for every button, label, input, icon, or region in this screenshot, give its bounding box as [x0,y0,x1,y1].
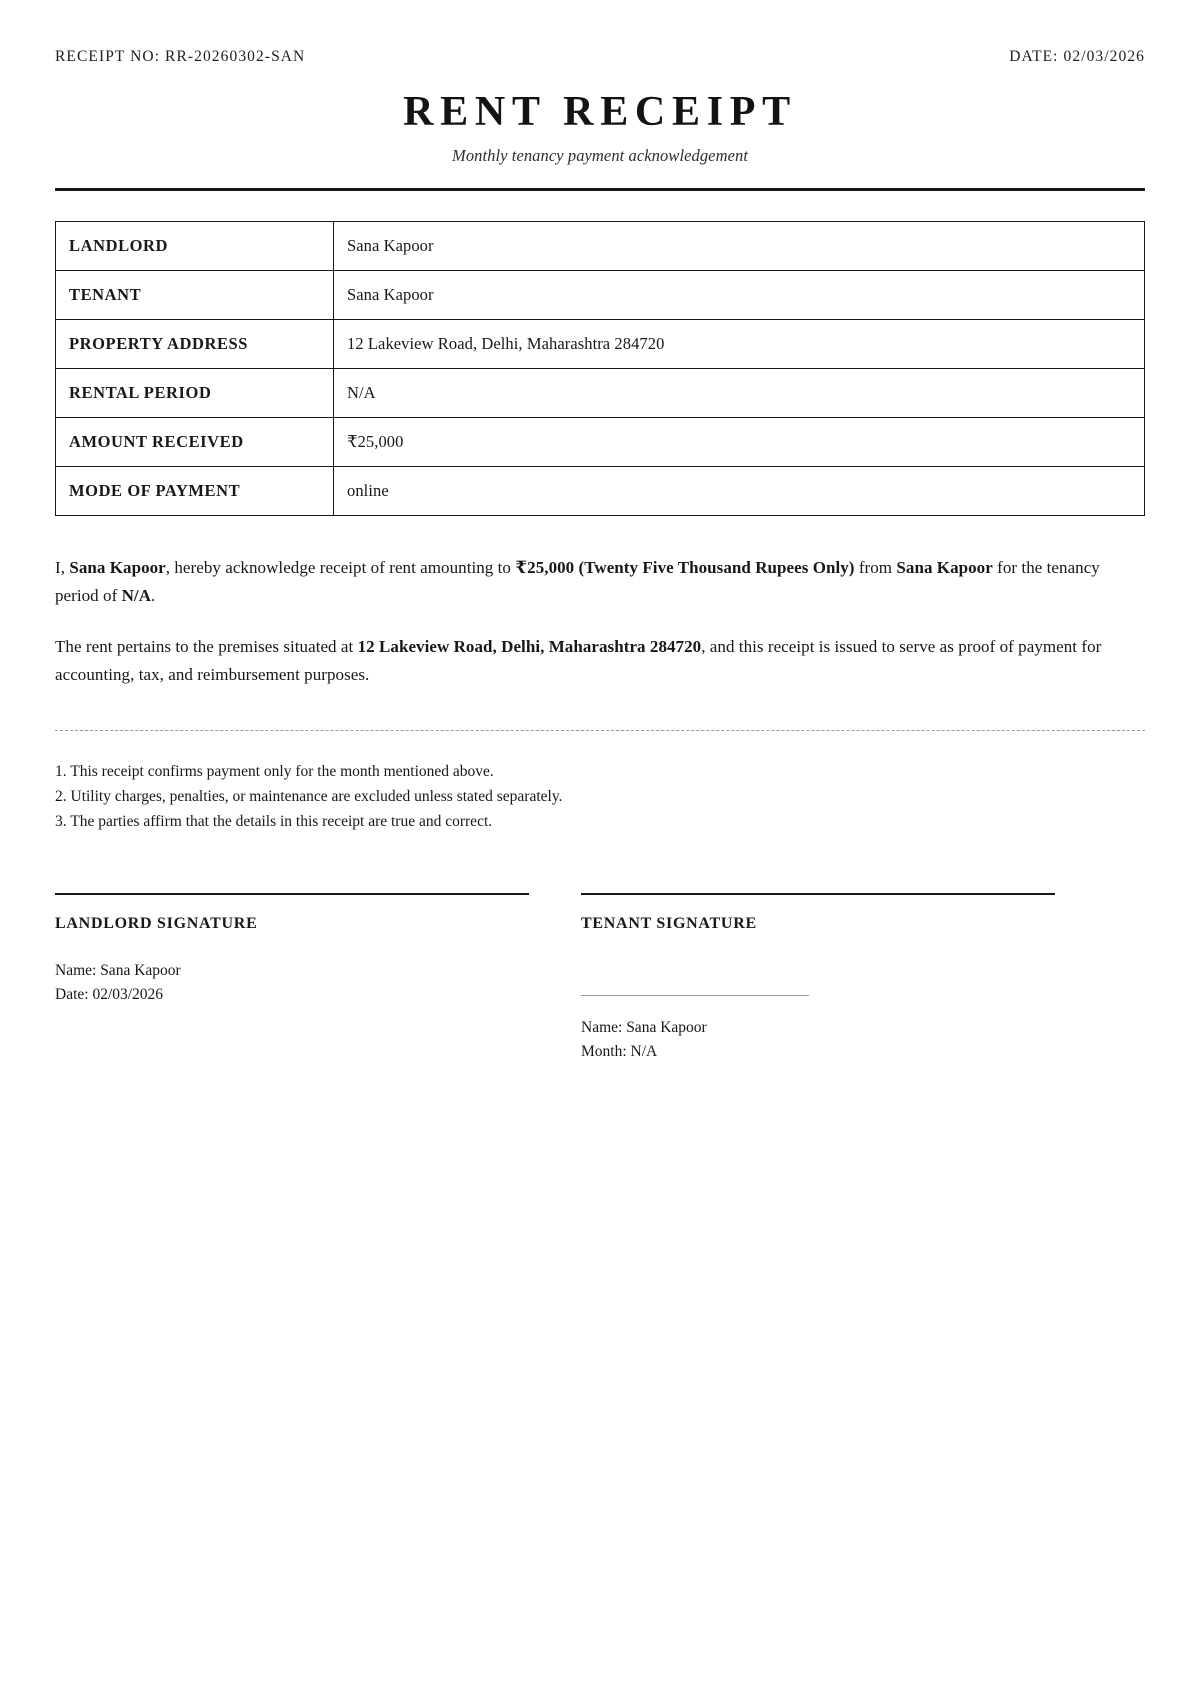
ack-text-2: , hereby acknowledge receipt of rent amounting to [165,558,516,578]
ack-text-1: I, [55,558,70,578]
list-item: 3. The parties affirm that the details in this receipt are true and correct. [55,813,493,831]
ack-text-5: . [151,585,156,605]
notes-list [55,759,1145,834]
tenant-signature-meta [581,1016,1055,1064]
table-row [56,418,1145,467]
page-subtitle: Monthly tenancy payment acknowledgement [452,146,748,166]
detail-label-mode-of-payment: MODE OF PAYMENT [56,467,334,516]
landlord-signature-heading: LANDLORD SIGNATURE [55,914,258,932]
landlord-signature-meta [55,959,529,1007]
title-block [55,90,1145,166]
receipt-date: DATE: 02/03/2026 [1009,48,1145,65]
page-title: RENT RECEIPT [403,89,797,135]
tenant-name: Name: Sana Kapoor [581,1018,707,1036]
table-row [56,369,1145,418]
tenant-signature-block [581,893,1055,1064]
detail-value-amount-received: ₹25,000 [334,418,1145,467]
table-row [56,467,1145,516]
premises-text-1: The rent pertains to the premises situated at [55,637,358,657]
notes-divider [55,730,1145,731]
ack-text-3: from [854,558,897,578]
list-item: 2. Utility charges, penalties, or maintenance are excluded unless stated separately. [55,788,563,806]
detail-label-landlord: LANDLORD [56,222,334,271]
tenant-signature-heading: TENANT SIGNATURE [581,914,757,932]
detail-label-property-address: PROPERTY ADDRESS [56,320,334,369]
header-divider [55,188,1145,191]
detail-label-tenant: TENANT [56,271,334,320]
tenant-month: Month: N/A [581,1042,658,1060]
details-table-body [56,222,1145,516]
detail-value-property-address: 12 Lakeview Road, Delhi, Maharashtra 284720 [334,320,1145,369]
premises-paragraph [55,633,1145,688]
detail-value-rental-period: N/A [334,369,1145,418]
landlord-signature-block [55,893,529,1064]
landlord-name: Name: Sana Kapoor [55,961,181,979]
premises-address: 12 Lakeview Road, Delhi, Maharashtra 284720 [357,637,702,657]
receipt-details-table [55,221,1145,516]
detail-value-landlord: Sana Kapoor [334,222,1145,271]
detail-label-rental-period: RENTAL PERIOD [56,369,334,418]
table-row [56,222,1145,271]
detail-value-tenant: Sana Kapoor [334,271,1145,320]
ack-landlord-name: Sana Kapoor [69,558,166,578]
tenant-signature-line[interactable] [581,893,1055,895]
signature-area [55,893,1145,1064]
tenant-signature-subline[interactable] [581,995,809,996]
ack-tenant-name: Sana Kapoor [896,558,993,578]
landlord-signature-line[interactable] [55,893,529,895]
ack-rental-period: N/A [121,585,152,605]
premises-text-2: , and this receipt is issued to serve as proof of payment for accounting, tax, and reimbursement purposes. [55,637,1102,684]
table-row [56,271,1145,320]
detail-value-mode-of-payment: online [334,467,1145,516]
list-item: 1. This receipt confirms payment only for the month mentioned above. [55,763,494,781]
ack-amount-in-words: ₹25,000 (Twenty Five Thousand Rupees Only) [515,558,855,578]
receipt-number: RECEIPT NO: RR-20260302-SAN [55,48,306,65]
receipt-meta-header [55,48,1145,70]
detail-label-amount-received: AMOUNT RECEIVED [56,418,334,467]
acknowledgement-paragraph [55,554,1145,609]
table-row [56,320,1145,369]
landlord-date: Date: 02/03/2026 [55,985,164,1003]
ack-text-4: for the tenancy period of [55,558,1100,605]
